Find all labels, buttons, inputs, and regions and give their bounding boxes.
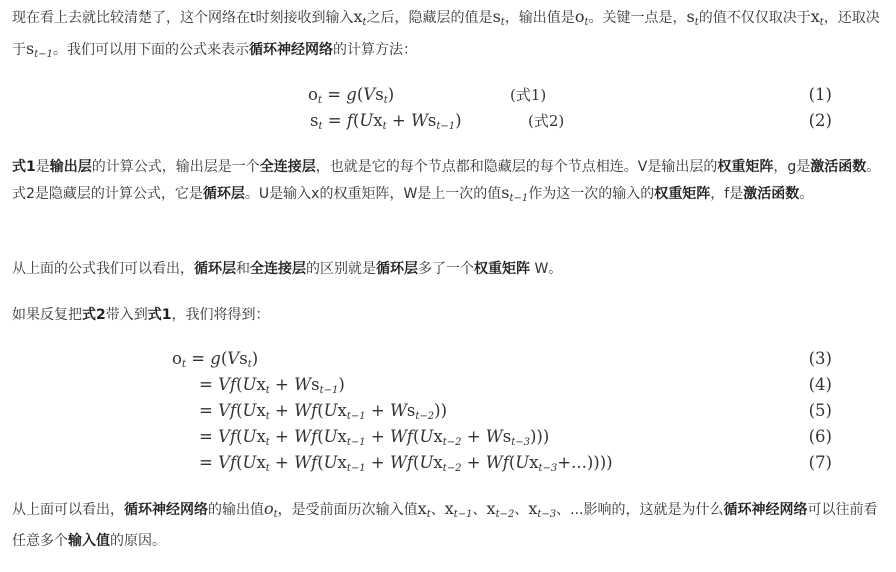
equation-5: = $Vf(Ux_t + Wf(Ux_{t-1} + Ws_{t-2}))$ bbox=[199, 401, 448, 422]
equation-2-note: (式2) bbox=[528, 112, 565, 130]
math-xt: $x_t$ bbox=[417, 499, 431, 520]
paragraph-difference: 从上面的公式我们可以看出，循环层和全连接层的区别就是循环层多了一个权重矩阵 W。 bbox=[12, 261, 563, 277]
math-xt-3: $x_{t-3}$ bbox=[528, 499, 557, 520]
math-st-1: $s_{t-1}$ bbox=[26, 39, 53, 60]
equation-1-note: (式1) bbox=[510, 86, 547, 104]
equation-6-number: (6) bbox=[808, 427, 832, 446]
math-ot: $o_t$ bbox=[574, 7, 589, 28]
math-st: $s_t$ bbox=[686, 7, 699, 28]
equation-3: $o_t = g(Vs_t)$ bbox=[172, 349, 259, 370]
equation-1: $o_t = g(Vs_t)$ bbox=[308, 85, 395, 106]
equation-5-number: (5) bbox=[808, 401, 832, 420]
math-xt: $x_t$ bbox=[810, 7, 824, 28]
paragraph-conclusion: 从上面可以看出，循环神经网络的输出值$o_t$，是受前面历次输入值$x_t$、$x_{t-1}$、$x_{t-2}$、$x_{t-3}$、...影响的，这就是为什么循环神经网络可以往前看任意多个输入值的原因。 bbox=[12, 499, 878, 549]
math-st: $s_t$ bbox=[492, 7, 505, 28]
equation-7: = $Vf(Ux_t + Wf(Ux_{t-1} + Wf(Ux_{t-2} + Wf(Ux_{t-3}+...))))$ bbox=[199, 453, 613, 474]
equation-2: $s_t = f(Ux_t + Ws_{t-1})$ bbox=[310, 111, 462, 132]
math-xt-1: $x_{t-1}$ bbox=[444, 499, 473, 520]
math-xt-2: $x_{t-2}$ bbox=[486, 499, 515, 520]
equation-1-number: (1) bbox=[808, 85, 832, 104]
equation-7-number: (7) bbox=[808, 453, 832, 472]
math-ot: $o_t$ bbox=[264, 499, 278, 520]
paragraph-substitution: 如果反复把式2带入到式1，我们将得到： bbox=[12, 307, 270, 323]
equation-4: = $Vf(Ux_t + Ws_{t-1})$ bbox=[199, 375, 345, 396]
equation-6: = $Vf(Ux_t + Wf(Ux_{t-1} + Wf(Ux_{t-2} + Ws_{t-3})))$ bbox=[199, 427, 550, 448]
paragraph-intro: 现在看上去就比较清楚了，这个网络在t时刻接收到输入$x_t$之后，隐藏层的值是$s_t$，输出值是$o_t$。关键一点是，$s_t$的值不仅仅取决于$x_t$，还取决于$s_{t-1}$。我们可以用下面的公式来表示循环神经网络的计算方法： bbox=[12, 7, 880, 60]
equation-2-number: (2) bbox=[808, 111, 832, 130]
math-xt: $x_t$ bbox=[353, 7, 367, 28]
equation-3-number: (3) bbox=[808, 349, 832, 368]
math-st-1: $s_{t-1}$ bbox=[501, 183, 529, 204]
equation-4-number: (4) bbox=[808, 375, 832, 394]
paragraph-formula-explanation: 式1是输出层的计算公式，输出层是一个全连接层，也就是它的每个节点都和隐藏层的每个节点相连。V是输出层的权重矩阵，g是激活函数。式2是隐藏层的计算公式，它是循环层。U是输入x的权重矩阵，W是上一次的值$s_{t-1}$作为这一次的输入的权重矩阵，f是激活函数。 bbox=[12, 159, 881, 204]
